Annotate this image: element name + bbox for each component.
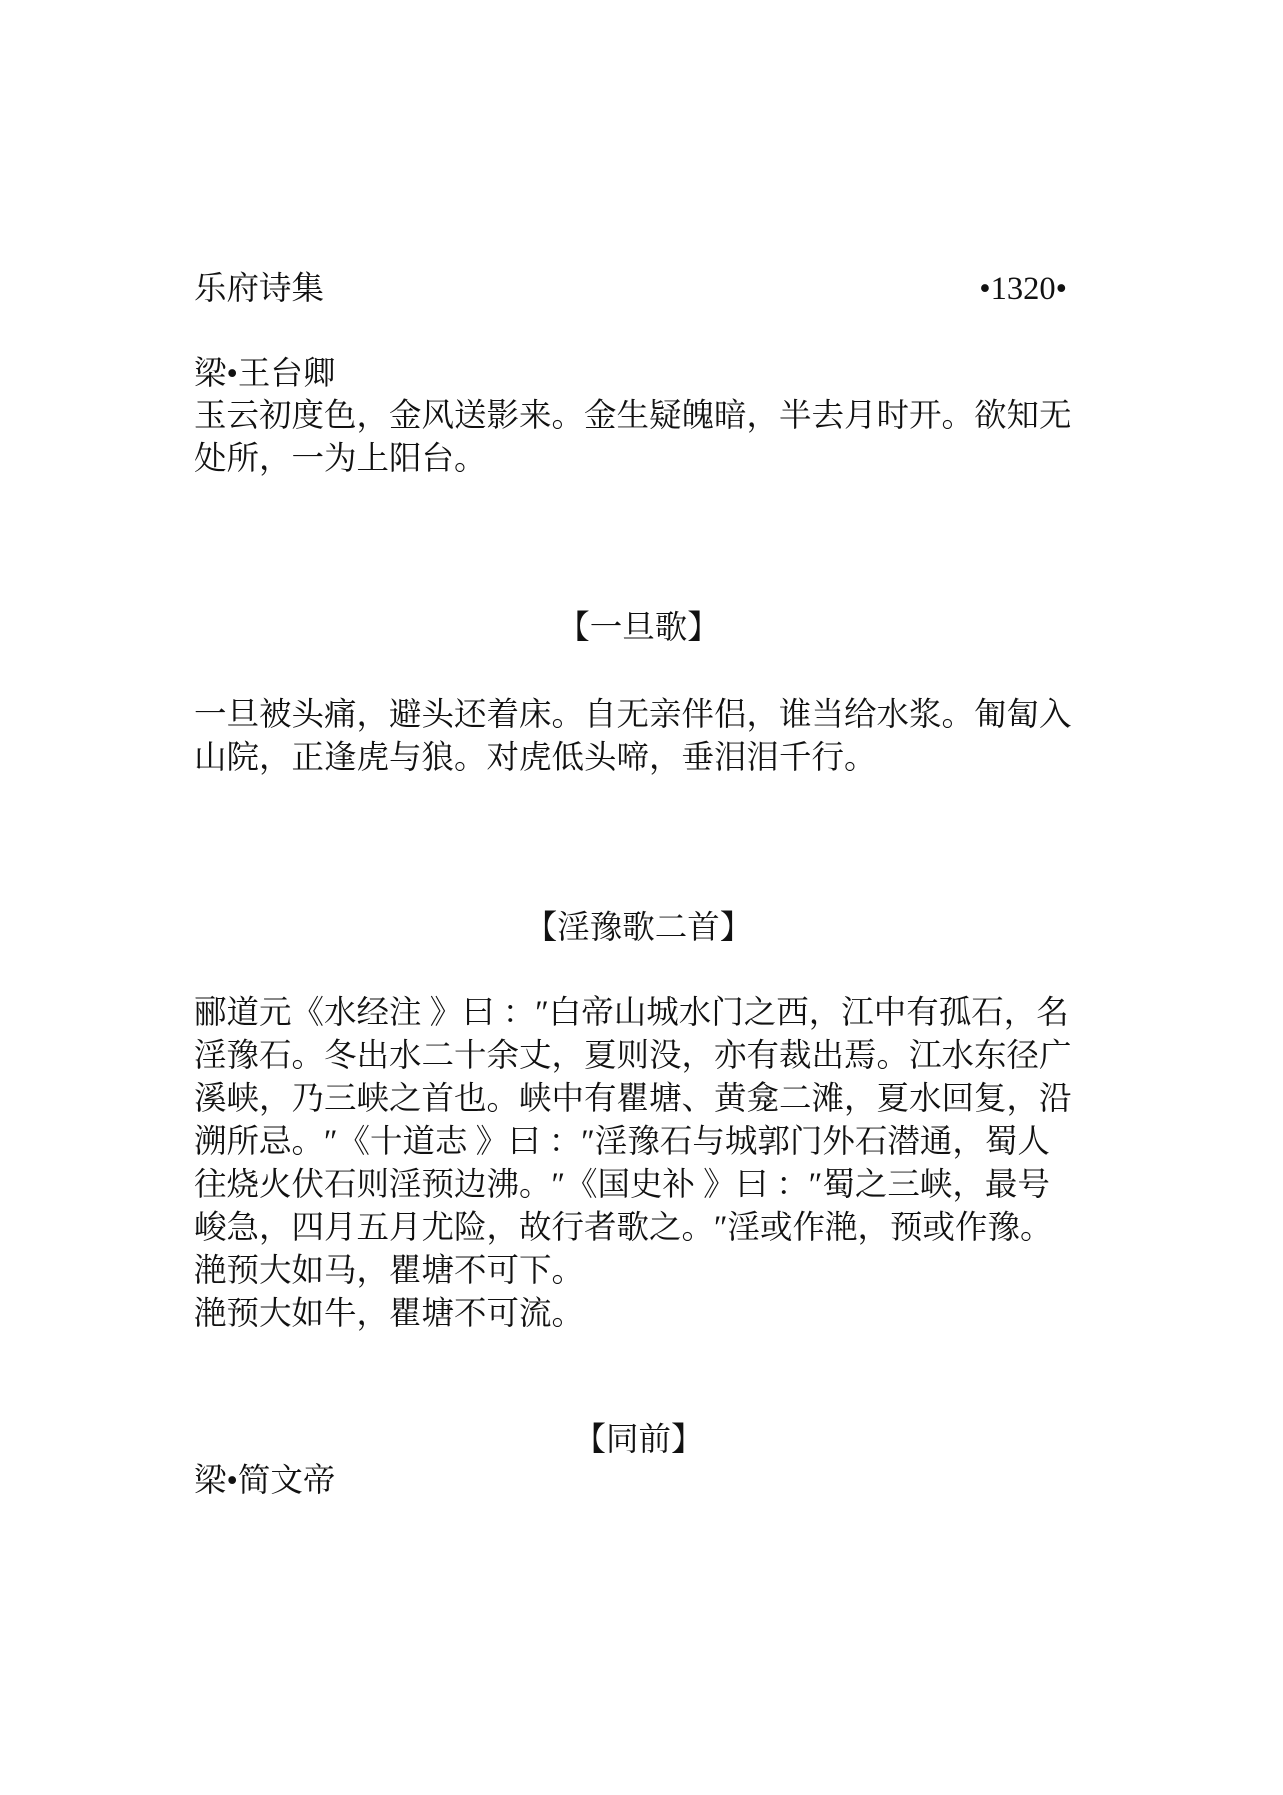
text-line: 溯所忌。″《十道志 》曰 ：″淫豫石与城郭门外石潜通，蜀人: [194, 1124, 1050, 1160]
yinyu-ge-body: [194, 992, 1072, 1336]
poem-line: 滟预大如牛，瞿塘不可流。: [194, 1296, 585, 1332]
section-title-tong-qian: 【同前】: [573, 1422, 704, 1458]
text-line: 淫豫石。冬出水二十余丈，夏则没，亦有裁出焉。江水东径广: [194, 1038, 1072, 1074]
yidan-ge-body: [194, 694, 1072, 780]
text-line: 往烧火伏石则淫预边沸。″《国史补 》曰 ：″蜀之三峡，最号: [194, 1167, 1050, 1203]
poem-author: 梁•王台卿: [194, 356, 336, 392]
section-title-yinyu-ge: 【淫豫歌二首】: [524, 910, 753, 946]
section-title-yidan-ge: 【一旦歌】: [557, 610, 720, 646]
page-number: •1320•: [979, 271, 1067, 307]
text-line: 峻急，四月五月尤险，故行者歌之。″淫或作滟，预或作豫。: [194, 1210, 1053, 1246]
poem-line: 山院，正逢虎与狼。对虎低头啼，垂泪泪千行。: [194, 740, 877, 776]
poem-author: 梁•简文帝: [194, 1463, 336, 1499]
poem-body: [194, 395, 1072, 481]
text-line: 郦道元《水经注 》曰 ：″白帝山城水门之西，江中有孤石，名: [194, 995, 1069, 1031]
poem-line: 滟预大如马，瞿塘不可下。: [194, 1253, 585, 1289]
poem-line: 一旦被头痛，避头还着床。自无亲伴侣，谁当给水浆。匍匐入: [194, 697, 1072, 733]
poem-line: 处所，一为上阳台。: [194, 441, 487, 477]
text-line: 溪峡，乃三峡之首也。峡中有瞿塘、黄龛二滩，夏水回复，沿: [194, 1081, 1072, 1117]
book-title: 乐府诗集: [194, 271, 325, 307]
poem-line: 玉云初度色，金风送影来。金生疑魄暗，半去月时开。欲知无: [194, 398, 1072, 434]
